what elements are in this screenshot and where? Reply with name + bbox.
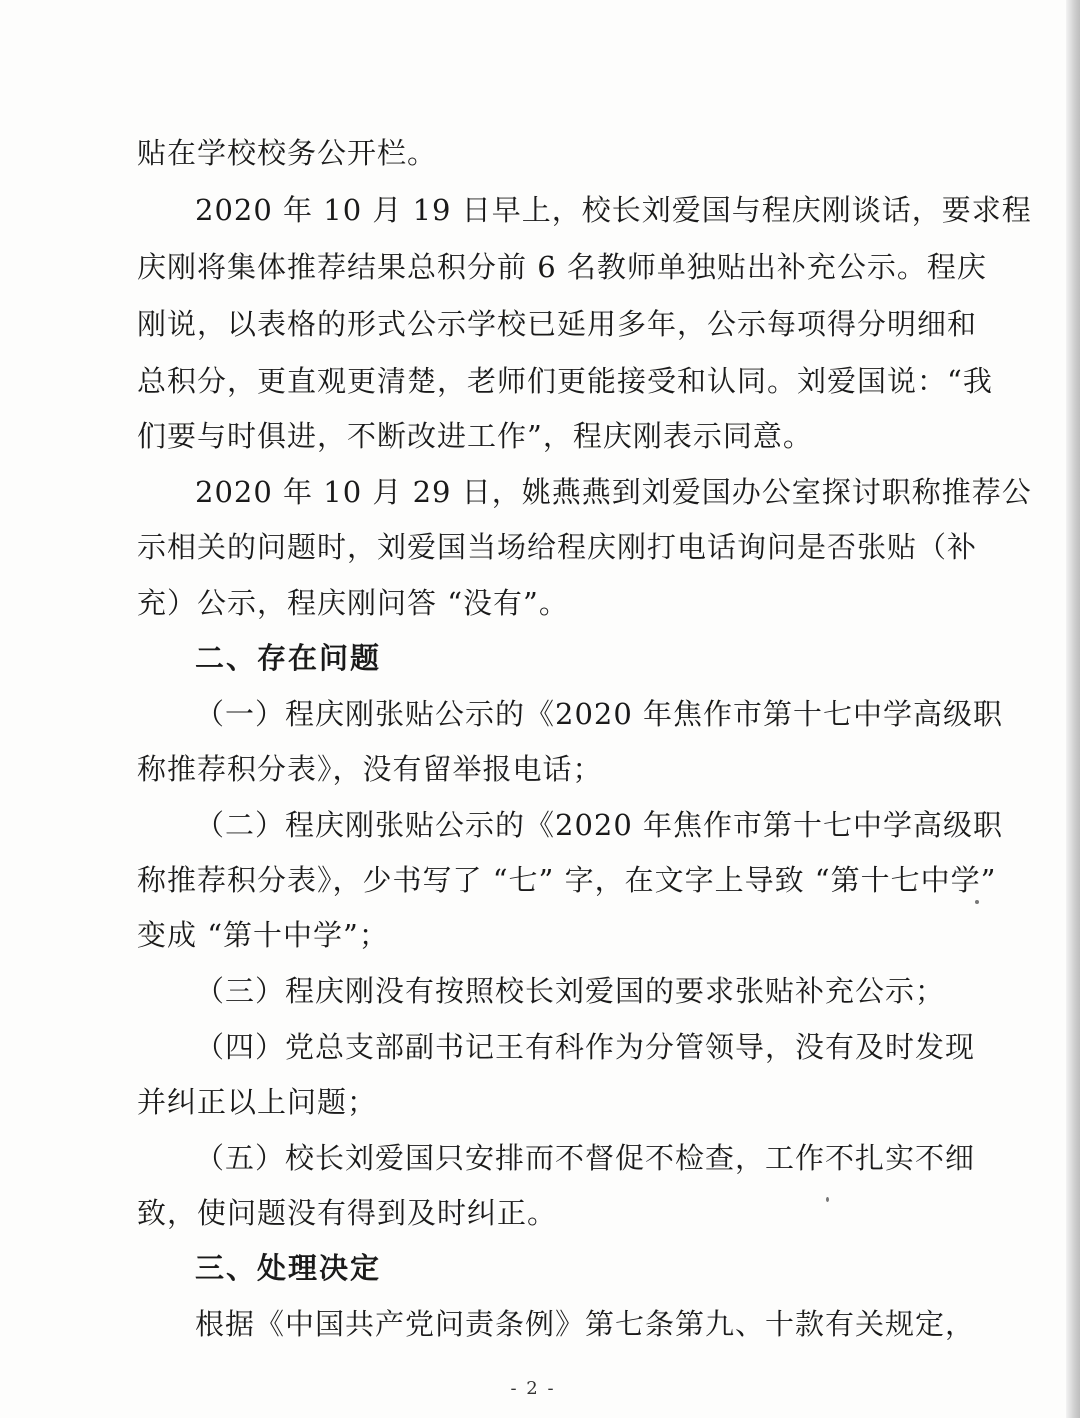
text-line: （一）程庆刚张贴公示的《2020 年焦作市第十七中学高级职: [195, 697, 1004, 731]
text-line: 变成 “第十中学”；: [137, 918, 389, 952]
scan-speck: [826, 1197, 829, 1202]
text-line: 贴在学校校务公开栏。: [137, 136, 438, 170]
section-heading: 二、存在问题: [195, 641, 382, 675]
text-line: （四）党总支部副书记王有科作为分管领导，没有及时发现: [195, 1030, 976, 1064]
text-line: 充）公示，程庆刚问答 “没有”。: [137, 586, 569, 620]
text-line: 2020 年 10 月 19 日早上，校长刘爱国与程庆刚谈话，要求程: [195, 193, 1032, 227]
text-line: 称推荐积分表》，没有留举报电话；: [137, 752, 603, 786]
text-line: 根据《中国共产党问责条例》第七条第九、十款有关规定，: [195, 1307, 976, 1341]
text-line: 示相关的问题时，刘爱国当场给程庆刚打电话询问是否张贴（补: [137, 530, 978, 564]
page-edge-shadow: [1066, 0, 1080, 1418]
text-line: 致，使问题没有得到及时纠正。: [137, 1196, 558, 1230]
text-line: （五）校长刘爱国只安排而不督促不检查，工作不扎实不细: [195, 1141, 976, 1175]
text-line: 刚说，以表格的形式公示学校已延用多年，公示每项得分明细和: [137, 307, 978, 341]
text-line: 们要与时俱进，不断改进工作”，程庆刚表示同意。: [137, 419, 813, 453]
text-line: 并纠正以上问题；: [137, 1085, 378, 1119]
text-line: 总积分，更直观更清楚，老师们更能接受和认同。刘爱国说：“我: [137, 364, 993, 398]
text-line: （三）程庆刚没有按照校长刘爱国的要求张贴补充公示；: [195, 974, 946, 1008]
text-line: （二）程庆刚张贴公示的《2020 年焦作市第十七中学高级职: [195, 808, 1004, 842]
text-line: 庆刚将集体推荐结果总积分前 6 名教师单独贴出补充公示。程庆: [137, 250, 987, 284]
section-heading: 三、处理决定: [195, 1251, 382, 1285]
text-line: 称推荐积分表》，少书写了 “七” 字，在文字上导致 “第十七中学”: [137, 863, 997, 897]
page-number: - 2 -: [510, 1378, 556, 1399]
scan-speck: [975, 900, 979, 904]
text-line: 2020 年 10 月 29 日，姚燕燕到刘爱国办公室探讨职称推荐公: [195, 475, 1032, 509]
